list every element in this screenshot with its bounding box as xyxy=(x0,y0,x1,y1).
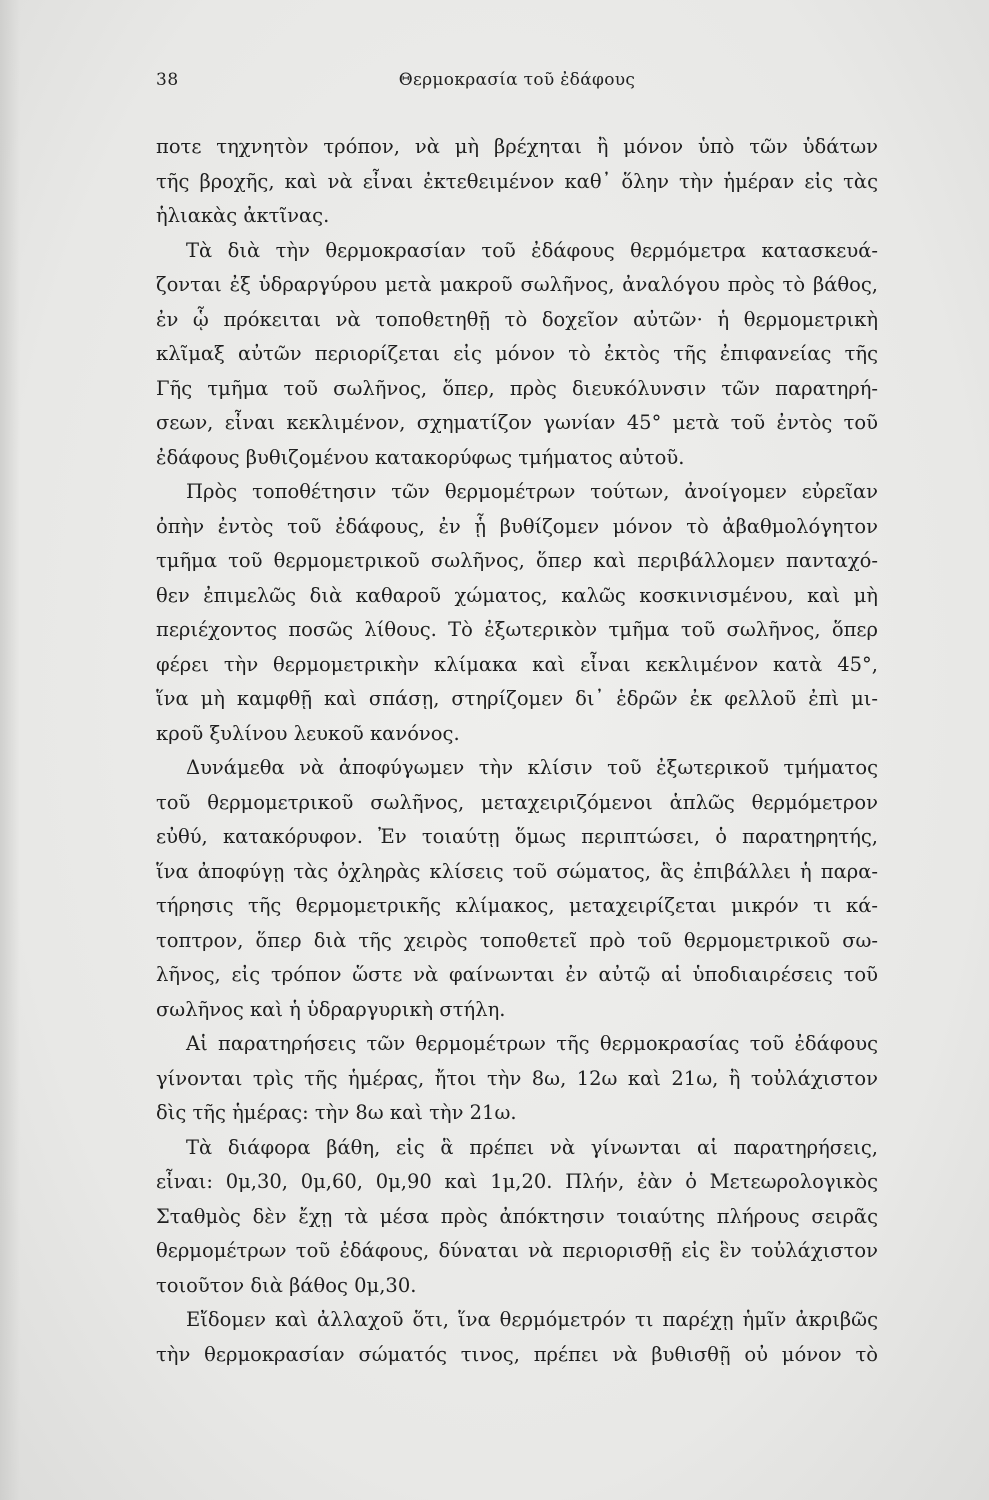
text-line: σωλῆνος καὶ ἡ ὑδραργυρικὴ στήλη. xyxy=(156,997,506,1021)
text-line: εἶναι: 0μ,30, 0μ,60, 0μ,90 καὶ 1μ,20. Πλήν, ἐὰν ὁ Μετεωρολογικὸς xyxy=(156,1170,878,1193)
text-line: φέρει τὴν θερμομετρικὴν κλίμακα καὶ εἶναι κεκλιμένον κατὰ 45°, xyxy=(156,652,878,676)
text-line: ἐδάφους βυθιζομένου κατακορύφως τμήματος αὐτοῦ. xyxy=(156,445,685,469)
text-line: εὐθύ, κατακόρυφον. Ἐν τοιαύτῃ ὅμως περιπτώσει, ὁ παρατηρητής, xyxy=(156,825,878,848)
text-line: τῆς βροχῆς, καὶ νὰ εἶναι ἐκτεθειμένον καθ᾽ ὅλην τὴν ἡμέραν εἰς τὰς xyxy=(156,169,878,193)
text-line: ἵνα ἀποφύγῃ τὰς ὀχληρὰς κλίσεις τοῦ σώματος, ἃς ἐπιβάλλει ἡ παρα- xyxy=(156,859,878,883)
text-line: σεων, εἶναι κεκλιμένον, σχηματίζον γωνίαν 45° μετὰ τοῦ ἐντὸς τοῦ xyxy=(156,411,878,434)
text-line: ὀπὴν ἐντὸς τοῦ ἐδάφους, ἐν ᾗ βυθίζομεν μόνον τὸ ἀβαθμολόγητον xyxy=(156,514,878,538)
running-title: Θερμοκρασία τοῦ ἐδάφους xyxy=(398,70,636,90)
text-line: λῆνος, εἰς τρόπον ὥστε νὰ φαίνωνται ἐν αὐτῷ αἱ ὑποδιαιρέσεις τοῦ xyxy=(156,963,878,986)
text-line: ποτε τηχνητὸν τρόπον, νὰ μὴ βρέχηται ἢ μόνον ὑπὸ τῶν ὑδάτων xyxy=(156,135,878,158)
text-line: τοῦ θερμομετρικοῦ σωλῆνος, μεταχειριζόμενοι ἁπλῶς θερμόμετρον xyxy=(156,790,878,814)
text-line: ἐν ᾧ πρόκειται νὰ τοποθετηθῇ τὸ δοχεῖον αὐτῶν· ἡ θερμομετρικὴ xyxy=(156,307,878,331)
text-line: ἡλιακὰς ἀκτῖνας. xyxy=(156,204,330,227)
text-line: περιέχοντος ποσῶς λίθους. Τὸ ἐξωτερικὸν τμῆμα τοῦ σωλῆνος, ὅπερ xyxy=(156,618,878,641)
text-line: κροῦ ξυλίνου λευκοῦ κανόνος. xyxy=(156,721,460,745)
text-line: τοπτρον, ὅπερ διὰ τῆς χειρὸς τοποθετεῖ πρὸ τοῦ θερμομετρικοῦ σω- xyxy=(156,928,878,952)
text-line: Σταθμὸς δὲν ἔχῃ τὰ μέσα πρὸς ἀπόκτησιν τοιαύτης πλήρους σειρᾶς xyxy=(156,1204,878,1228)
page-number: 38 xyxy=(156,70,179,90)
text-line: τὴν θερμοκρασίαν σώματός τινος, πρέπει νὰ βυθισθῇ οὐ μόνον τὸ xyxy=(156,1342,878,1366)
text-line: Πρὸς τοποθέτησιν τῶν θερμομέτρων τούτων, ἀνοίγομεν εὐρεῖαν xyxy=(186,480,878,503)
text-line: ζονται ἐξ ὑδραργύρου μετὰ μακροῦ σωλῆνος, ἀναλόγου πρὸς τὸ βάθος, xyxy=(156,273,878,296)
text-line: κλῖμαξ αὐτῶν περιορίζεται εἰς μόνον τὸ ἐκτὸς τῆς ἐπιφανείας τῆς xyxy=(156,342,878,365)
text-line: Εἴδομεν καὶ ἀλλαχοῦ ὅτι, ἵνα θερμόμετρόν τι παρέχῃ ἡμῖν ἀκριβῶς xyxy=(186,1308,878,1331)
page-header xyxy=(156,70,878,100)
text-line: τήρησις τῆς θερμομετρικῆς κλίμακος, μεταχειρίζεται μικρόν τι κά- xyxy=(156,894,878,917)
text-line: Δυνάμεθα νὰ ἀποφύγωμεν τὴν κλίσιν τοῦ ἐξωτερικοῦ τμήματος xyxy=(186,756,878,779)
text-line: θερμομέτρων τοῦ ἐδάφους, δύναται νὰ περιορισθῇ εἰς ἓν τοὐλάχιστον xyxy=(156,1239,878,1262)
text-line: Τὰ διὰ τὴν θερμοκρασίαν τοῦ ἐδάφους θερμόμετρα κατασκευά- xyxy=(186,238,878,262)
text-line: Αἱ παρατηρήσεις τῶν θερμομέτρων τῆς θερμοκρασίας τοῦ ἐδάφους xyxy=(186,1032,878,1055)
text-line: δὶς τῆς ἡμέρας: τὴν 8ω καὶ τὴν 21ω. xyxy=(156,1101,517,1124)
text-line: θεν ἐπιμελῶς διὰ καθαροῦ χώματος, καλῶς κοσκινισμένου, καὶ μὴ xyxy=(156,583,878,607)
text-line: τοιοῦτον διὰ βάθος 0μ,30. xyxy=(156,1273,417,1297)
text-line: τμῆμα τοῦ θερμομετρικοῦ σωλῆνος, ὅπερ καὶ περιβάλλομεν πανταχό- xyxy=(156,549,878,572)
text-line: Γῆς τμῆμα τοῦ σωλῆνος, ὅπερ, πρὸς διευκόλυνσιν τῶν παρατηρή- xyxy=(156,376,878,400)
body-text xyxy=(156,130,878,1372)
text-line: γίνονται τρὶς τῆς ἡμέρας, ἤτοι τὴν 8ω, 12ω καὶ 21ω, ἢ τοὐλάχιστον xyxy=(156,1066,878,1090)
page-edge-shadow xyxy=(0,0,20,1500)
text-line: Τὰ διάφορα βάθη, εἰς ἃ πρέπει νὰ γίνωνται αἱ παρατηρήσεις, xyxy=(186,1135,878,1159)
text-line: ἵνα μὴ καμφθῇ καὶ σπάσῃ, στηρίζομεν δι᾽ ἑδρῶν ἐκ φελλοῦ ἐπὶ μι- xyxy=(156,687,878,710)
